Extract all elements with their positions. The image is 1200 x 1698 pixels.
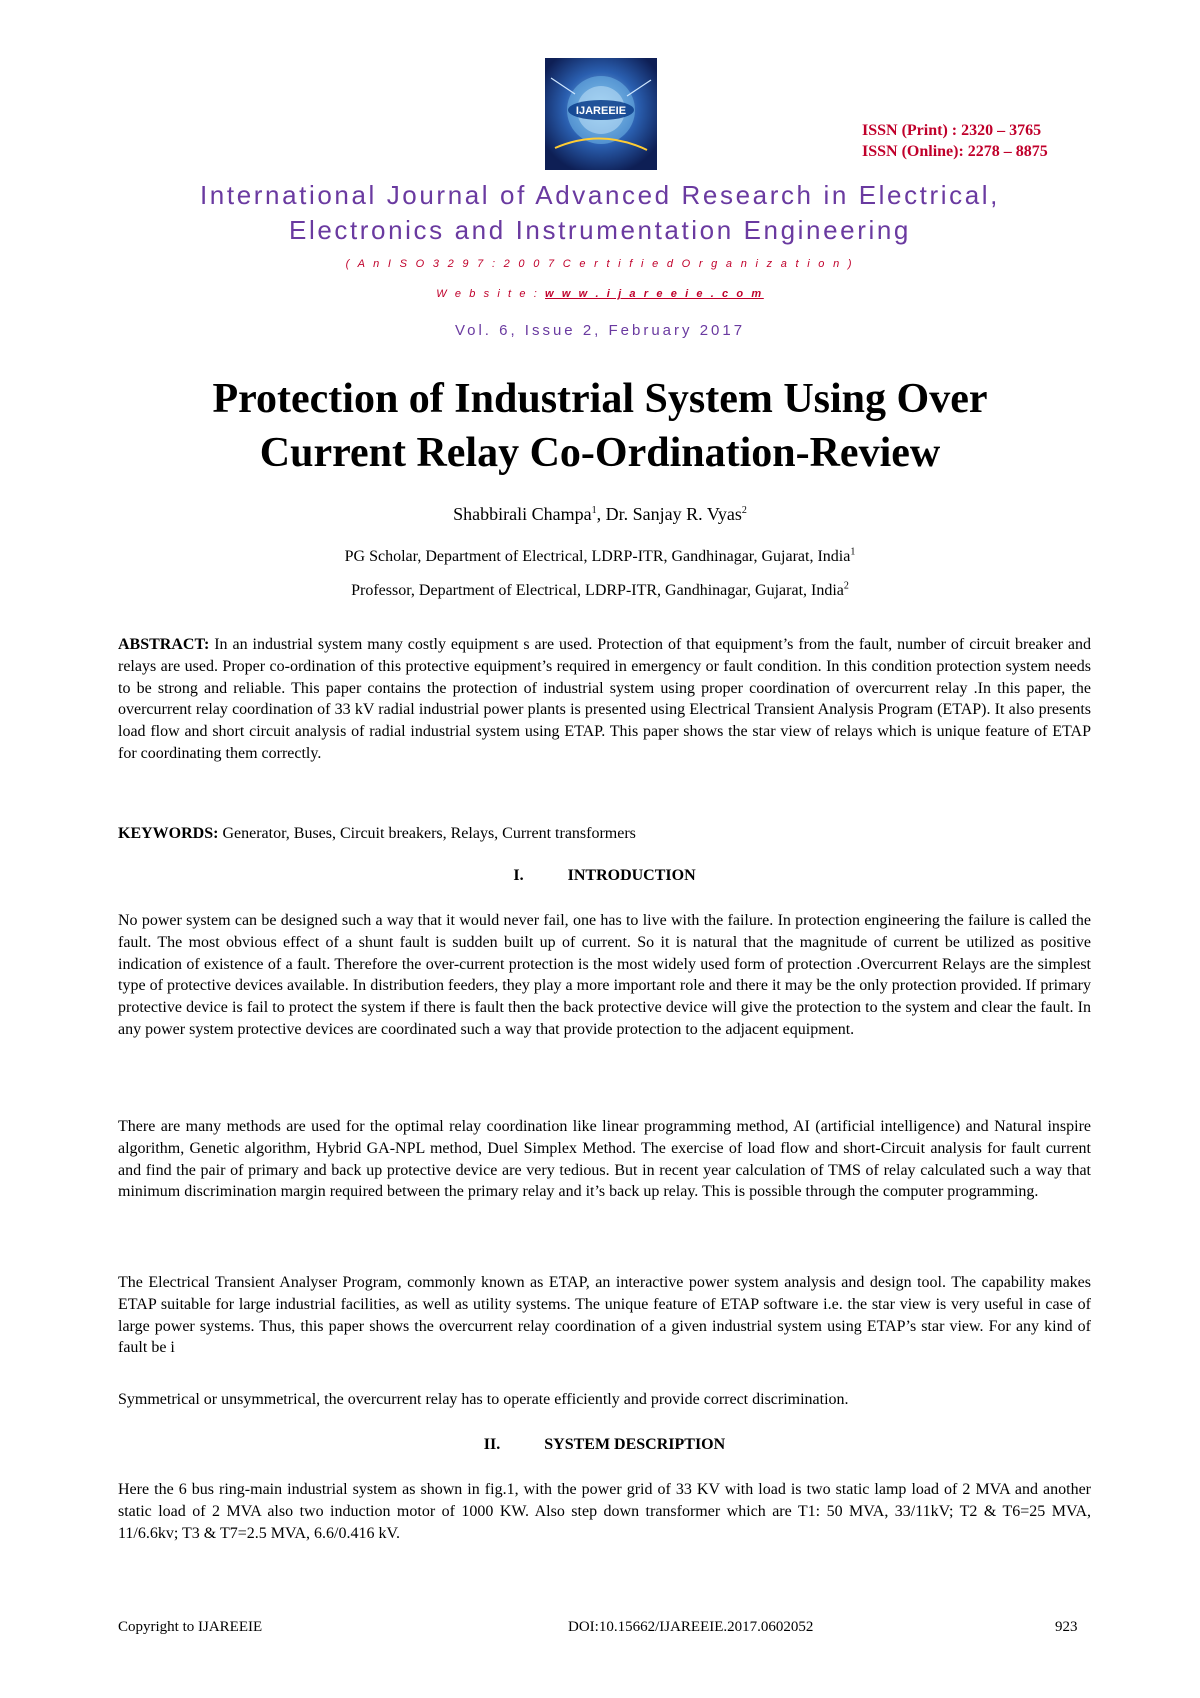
intro-paragraph-1: No power system can be designed such a way that it would never fail, one has to live with the failure. In protection engineering the failure is called the fault. The most obvious effect of a shunt fault is sudden built up of current. So it is natural that the magnitude of current be utilized as positive indication of existence of a fault. Therefore the over-current protection is the most widely used form of protection .Overcurrent Relays are the simplest type of protective devices available. In distribution feeders, they play a more important role and there it may be the only protection provided. If primary protective device is fail to protect the system if there is fault then the back protective device will give the protection to the system and clear the fault. In any power system protective devices are coordinated such a way that provide protection to the adjacent equipment. (118, 912, 1091, 1038)
section-title: INTRODUCTION (567, 867, 696, 884)
affiliation-1-sup: 1 (850, 546, 856, 558)
intro-paragraph-2: There are many methods are used for the optimal relay coordination like linear programming method, AI (artificial intelligence) and Natural inspire algorithm, Genetic algorithm, Hybrid GA-NPL method, Duel Simplex Method. The exercise of load flow and short-Circuit analysis for fault current and find the pair of primary and back up protective device are very tedious. But in recent year calculation of TMS of relay calculated such a way that minimum discrimination margin required between the primary relay and it’s back up relay. This is possible through the computer programming. (118, 1118, 1091, 1201)
journal-logo (545, 58, 657, 170)
affiliation-2-text: Professor, Department of Electrical, LDRP-ITR, Gandhinagar, Gujarat, India (351, 582, 844, 599)
intro-paragraph-3: The Electrical Transient Analyser Program, commonly known as ETAP, an interactive power system analysis and design tool. The capability makes ETAP suitable for large industrial facilities, as well as utility systems. The unique feature of ETAP software i.e. the star view is very useful in case of large power systems. Thus, this paper shows the overcurrent relay coordination of a given industrial system using ETAP’s star view. For any kind of fault be i (118, 1274, 1091, 1357)
paper-title-line2: Current Relay Co-Ordination-Review (259, 430, 941, 476)
affiliation-1-text: PG Scholar, Department of Electrical, LDRP-ITR, Gandhinagar, Gujarat, India (344, 548, 851, 565)
logo-text: IJAREEIE (575, 105, 627, 117)
issn-print: ISSN (Print) : 2320 – 3765 (862, 122, 1042, 139)
footer-page-number: 923 (1055, 1619, 1078, 1635)
paper-title (100, 372, 1100, 480)
keywords-text: Generator, Buses, Circuit breakers, Relays, Current transformers (222, 825, 636, 842)
section-title: SYSTEM DESCRIPTION (544, 1436, 726, 1453)
paper-title-line1: Protection of Industrial System Using Over (212, 376, 988, 422)
affiliation-1 (100, 548, 1100, 566)
affiliation-2-sup: 2 (843, 580, 849, 592)
website-label: W e b s i t e : (436, 288, 540, 300)
authors (100, 504, 1100, 525)
footer-doi[interactable]: DOI:10.15662/IJAREEIE.2017.0602052 (568, 1619, 814, 1635)
author-2: , Dr. Sanjay R. Vyas (596, 504, 742, 524)
keywords-label: KEYWORDS: (118, 825, 219, 842)
abstract-text: In an industrial system many costly equipment s are used. Protection of that equipment’s from the fault, number of circuit breaker and relays are used. Proper co-ordination of this protective equipment’s required in emergency or fault condition. In this condition protection system needs to be strong and reliable. This paper contains the protection of industrial system using proper coordination of overcurrent relay .In this paper, the overcurrent relay coordination of 33 kV radial industrial power plants is presented using Electrical Transient Analysis Program (ETAP). It also presents load flow and short circuit analysis of radial industrial system using ETAP. This paper shows the star view of relays which is unique feature of ETAP for coordinating them correctly. (118, 636, 1091, 762)
intro-paragraph-4: Symmetrical or unsymmetrical, the overcurrent relay has to operate efficiently and provide correct discrimination. (118, 1391, 849, 1408)
website-link[interactable]: w w w . i j a r e e i e . c o m (545, 288, 764, 300)
system-description-paragraph: Here the 6 bus ring-main industrial system as shown in fig.1, with the power grid of 33 KV with load is two static lamp load of 2 MVA and another static load of 2 MVA also two induction motor of 1000 KW. Also step down transformer which are T1: 50 MVA, 33/11kV; T2 & T6=25 MVA, 11/6.6kv; T3 & T7=2.5 MVA, 6.6/0.416 kV. (118, 1481, 1091, 1542)
abstract-label: ABSTRACT: (118, 636, 210, 653)
affiliation-2 (100, 582, 1100, 600)
keywords (118, 823, 1091, 845)
issn-online: ISSN (Online): 2278 – 8875 (862, 143, 1048, 160)
journal-logo-graphic (545, 58, 657, 170)
abstract (118, 634, 1091, 765)
author-1-sup: 1 (591, 505, 597, 516)
website-line (100, 288, 1100, 300)
author-2-sup: 2 (741, 505, 747, 516)
journal-name-line2: Electronics and Instrumentation Engineering (289, 215, 911, 245)
volume-issue: Vol. 6, Issue 2, February 2017 (454, 322, 746, 339)
footer-copyright: Copyright to IJAREEIE (118, 1619, 263, 1635)
section-number: II. (483, 1436, 501, 1453)
certification-note: ( A n I S O 3 2 9 7 : 2 0 0 7 C e r t i f i e d O r g a n i z a t i o n ) (345, 258, 855, 270)
section-heading-system-description (118, 1436, 1091, 1454)
section-heading-introduction (118, 867, 1091, 885)
journal-name-line1: International Journal of Advanced Research in Electrical, (199, 180, 1000, 210)
author-1: Shabbirali Champa (453, 504, 592, 524)
issn-block (862, 120, 1102, 162)
section-number: I. (513, 867, 524, 884)
